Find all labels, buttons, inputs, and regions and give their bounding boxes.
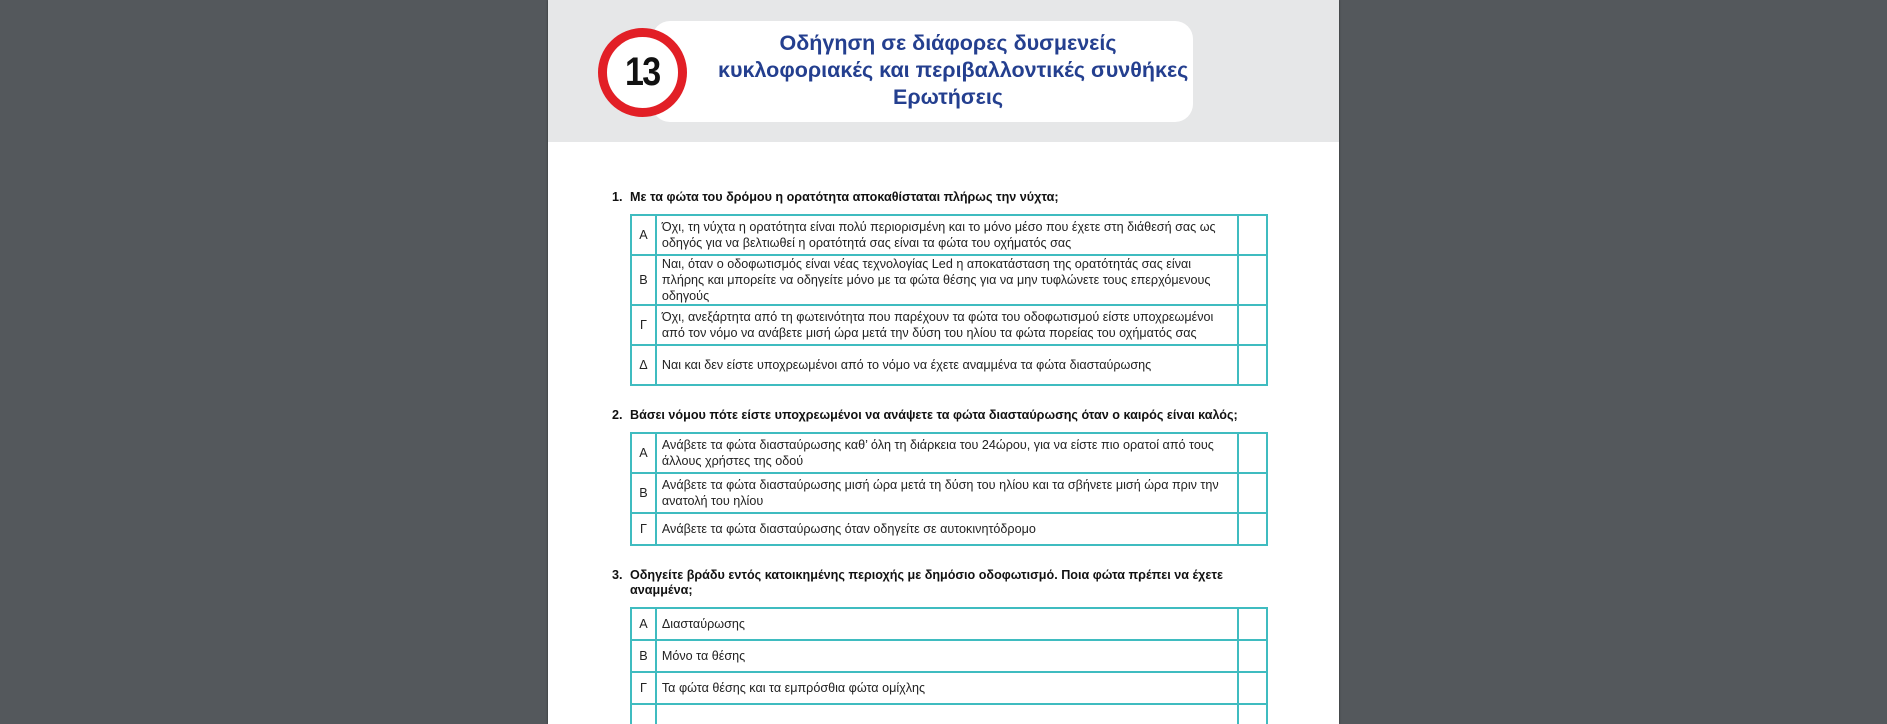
answer-letter: Β xyxy=(631,640,656,672)
answer-row xyxy=(631,513,1267,545)
answer-row xyxy=(631,345,1267,385)
answer-text: Ανάβετε τα φώτα διασταύρωσης καθ’ όλη τη διάρκεια του 24ώρου, για να είστε πιο ορατοί από τους άλλους χρήστες της οδού xyxy=(656,433,1238,473)
question-1 xyxy=(612,190,1272,386)
answer-letter: Γ xyxy=(631,513,656,545)
chapter-badge xyxy=(598,28,687,117)
chapter-number: 13 xyxy=(625,50,660,94)
question-3 xyxy=(612,568,1272,724)
question-text: Με τα φώτα του δρόμου η ορατότητα αποκαθίσταται πλήρως την νύχτα; xyxy=(630,190,1059,204)
answers-table xyxy=(630,214,1268,386)
answer-checkbox[interactable] xyxy=(1238,433,1267,473)
answer-text: Ναι, όταν ο οδοφωτισμός είναι νέας τεχνολογίας Led η αποκατάσταση της ορατότητάς σας είναι πλήρης και μπορείτε να οδηγείτε μόνο με τα φώτα θέσης για να μην τυφλώνετε τους επερχόμενους οδηγούς xyxy=(656,255,1238,305)
answer-row xyxy=(631,305,1267,345)
questions-list xyxy=(612,190,1272,724)
answers-table xyxy=(630,607,1268,724)
question-2 xyxy=(612,408,1272,546)
answer-letter: Α xyxy=(631,433,656,473)
answer-row xyxy=(631,433,1267,473)
answer-checkbox[interactable] xyxy=(1238,345,1267,385)
question-number: 3. xyxy=(612,568,623,582)
answer-row xyxy=(631,704,1267,724)
answer-checkbox[interactable] xyxy=(1238,608,1267,640)
answer-text: Διασταύρωσης xyxy=(656,608,1238,640)
chapter-title-line: Οδήγηση σε διάφορες δυσμενείς xyxy=(779,31,1117,55)
answer-row xyxy=(631,608,1267,640)
answers-table xyxy=(630,432,1268,546)
answer-checkbox[interactable] xyxy=(1238,305,1267,345)
answer-letter: Γ xyxy=(631,672,656,704)
answer-text xyxy=(656,704,1238,724)
answer-text: Τα φώτα θέσης και τα εμπρόσθια φώτα ομίχλης xyxy=(656,672,1238,704)
answer-row xyxy=(631,672,1267,704)
answer-letter: Α xyxy=(631,608,656,640)
answer-letter: Β xyxy=(631,255,656,305)
answer-letter: Γ xyxy=(631,305,656,345)
answer-text: Ανάβετε τα φώτα διασταύρωσης μισή ώρα μετά τη δύση του ηλίου και τα σβήνετε μισή ώρα πριν την ανατολή του ηλίου xyxy=(656,473,1238,513)
answer-row xyxy=(631,473,1267,513)
answer-letter xyxy=(631,704,656,724)
answer-checkbox[interactable] xyxy=(1238,640,1267,672)
answer-letter: Α xyxy=(631,215,656,255)
document-page xyxy=(548,0,1339,724)
answer-text: Ναι και δεν είστε υποχρεωμένοι από το νόμο να έχετε αναμμένα τα φώτα διασταύρωσης xyxy=(656,345,1238,385)
question-text: Βάσει νόμου πότε είστε υποχρεωμένοι να ανάψετε τα φώτα διασταύρωσης όταν ο καιρός είναι καλός; xyxy=(630,408,1238,422)
chapter-header xyxy=(548,0,1339,142)
answer-letter: Β xyxy=(631,473,656,513)
answer-checkbox[interactable] xyxy=(1238,215,1267,255)
answer-row xyxy=(631,215,1267,255)
question-number: 1. xyxy=(612,190,623,204)
answer-checkbox[interactable] xyxy=(1238,704,1267,724)
chapter-title xyxy=(718,30,1189,111)
answer-checkbox[interactable] xyxy=(1238,672,1267,704)
chapter-title-line: Ερωτήσεις xyxy=(893,85,1003,109)
answer-text: Ανάβετε τα φώτα διασταύρωσης όταν οδηγείτε σε αυτοκινητόδρομο xyxy=(656,513,1238,545)
answer-checkbox[interactable] xyxy=(1238,473,1267,513)
answer-row xyxy=(631,640,1267,672)
answer-checkbox[interactable] xyxy=(1238,255,1267,305)
question-number: 2. xyxy=(612,408,623,422)
chapter-title-line: κυκλοφοριακές και περιβαλλοντικές συνθήκες xyxy=(718,58,1189,82)
answer-text: Μόνο τα θέσης xyxy=(656,640,1238,672)
question-text: Οδηγείτε βράδυ εντός κατοικημένης περιοχής με δημόσιο οδοφωτισμό. Ποια φώτα πρέπει να έχετε αναμμένα; xyxy=(630,568,1224,597)
answer-letter: Δ xyxy=(631,345,656,385)
answer-text: Όχι, ανεξάρτητα από τη φωτεινότητα που παρέχουν τα φώτα του οδοφωτισμού είστε υποχρεωμένοι από τον νόμο να ανάβετε μισή ώρα μετά την δύση του ηλίου τα φώτα πορείας του οχήματός σας xyxy=(656,305,1238,345)
answer-row xyxy=(631,255,1267,305)
answer-checkbox[interactable] xyxy=(1238,513,1267,545)
answer-text: Όχι, τη νύχτα η ορατότητα είναι πολύ περιορισμένη και το μόνο μέσο που έχετε στη διάθεσή σας ως οδηγός για να βελτιωθεί η ορατότητά σας είναι τα φώτα του οχήματός σας xyxy=(656,215,1238,255)
